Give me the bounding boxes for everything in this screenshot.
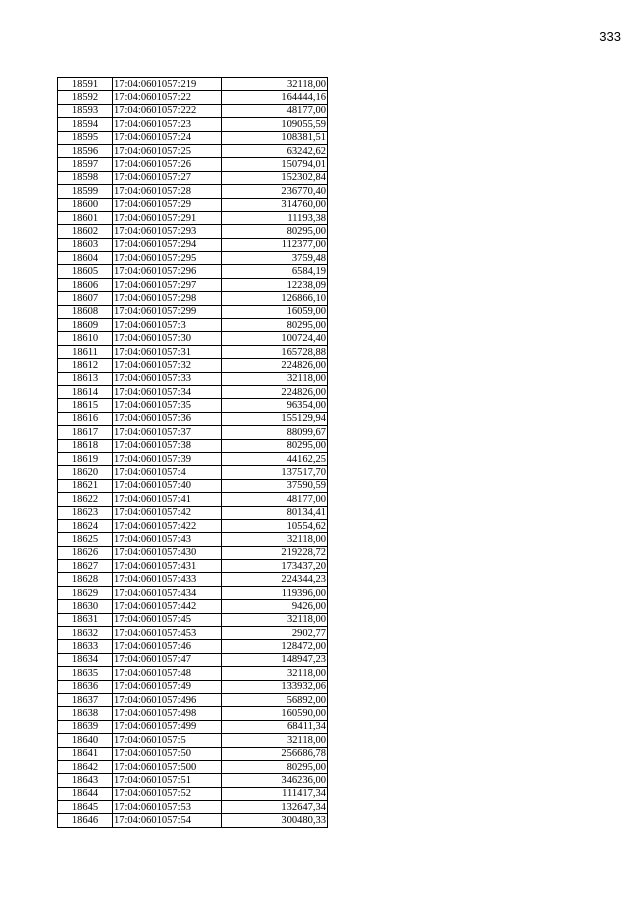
value-cell: 56892,00 bbox=[222, 693, 328, 706]
table-row bbox=[58, 586, 328, 599]
cadastral-number-cell: 17:04:0601057:46 bbox=[113, 640, 222, 653]
value-cell: 37590,59 bbox=[222, 479, 328, 492]
value-cell: 150794,01 bbox=[222, 158, 328, 171]
cadastral-number-cell: 17:04:0601057:433 bbox=[113, 573, 222, 586]
cadastral-value-table bbox=[57, 77, 328, 828]
cadastral-number-cell: 17:04:0601057:3 bbox=[113, 319, 222, 332]
value-cell: 10554,62 bbox=[222, 519, 328, 532]
cadastral-number-cell: 17:04:0601057:500 bbox=[113, 760, 222, 773]
value-cell: 48177,00 bbox=[222, 104, 328, 117]
table-row bbox=[58, 680, 328, 693]
value-cell: 137517,70 bbox=[222, 466, 328, 479]
value-cell: 236770,40 bbox=[222, 185, 328, 198]
row-number-cell: 18633 bbox=[58, 640, 113, 653]
cadastral-number-cell: 17:04:0601057:47 bbox=[113, 653, 222, 666]
value-cell: 109055,59 bbox=[222, 118, 328, 131]
table-row bbox=[58, 734, 328, 747]
table-row bbox=[58, 466, 328, 479]
table-row bbox=[58, 158, 328, 171]
row-number-cell: 18594 bbox=[58, 118, 113, 131]
cadastral-number-cell: 17:04:0601057:29 bbox=[113, 198, 222, 211]
cadastral-number-cell: 17:04:0601057:453 bbox=[113, 627, 222, 640]
table-row bbox=[58, 640, 328, 653]
cadastral-number-cell: 17:04:0601057:50 bbox=[113, 747, 222, 760]
row-number-cell: 18592 bbox=[58, 91, 113, 104]
cadastral-number-cell: 17:04:0601057:26 bbox=[113, 158, 222, 171]
cadastral-number-cell: 17:04:0601057:38 bbox=[113, 439, 222, 452]
cadastral-number-cell: 17:04:0601057:25 bbox=[113, 144, 222, 157]
row-number-cell: 18619 bbox=[58, 452, 113, 465]
cadastral-number-cell: 17:04:0601057:4 bbox=[113, 466, 222, 479]
table-row bbox=[58, 747, 328, 760]
cadastral-number-cell: 17:04:0601057:40 bbox=[113, 479, 222, 492]
table-row bbox=[58, 814, 328, 827]
cadastral-number-cell: 17:04:0601057:499 bbox=[113, 720, 222, 733]
table-row bbox=[58, 372, 328, 385]
row-number-cell: 18631 bbox=[58, 613, 113, 626]
table-row bbox=[58, 185, 328, 198]
cadastral-number-cell: 17:04:0601057:299 bbox=[113, 305, 222, 318]
cadastral-number-cell: 17:04:0601057:39 bbox=[113, 452, 222, 465]
table-row bbox=[58, 546, 328, 559]
value-cell: 6584,19 bbox=[222, 265, 328, 278]
table-row bbox=[58, 385, 328, 398]
value-cell: 100724,40 bbox=[222, 332, 328, 345]
row-number-cell: 18628 bbox=[58, 573, 113, 586]
row-number-cell: 18598 bbox=[58, 171, 113, 184]
cadastral-number-cell: 17:04:0601057:219 bbox=[113, 78, 222, 91]
cadastral-number-cell: 17:04:0601057:293 bbox=[113, 225, 222, 238]
row-number-cell: 18625 bbox=[58, 533, 113, 546]
table-row bbox=[58, 332, 328, 345]
table-row bbox=[58, 787, 328, 800]
table-row bbox=[58, 198, 328, 211]
table-row bbox=[58, 118, 328, 131]
row-number-cell: 18634 bbox=[58, 653, 113, 666]
row-number-cell: 18593 bbox=[58, 104, 113, 117]
cadastral-number-cell: 17:04:0601057:35 bbox=[113, 399, 222, 412]
table-row bbox=[58, 305, 328, 318]
value-cell: 256686,78 bbox=[222, 747, 328, 760]
value-cell: 119396,00 bbox=[222, 586, 328, 599]
value-cell: 68411,34 bbox=[222, 720, 328, 733]
cadastral-number-cell: 17:04:0601057:54 bbox=[113, 814, 222, 827]
row-number-cell: 18617 bbox=[58, 426, 113, 439]
value-cell: 314760,00 bbox=[222, 198, 328, 211]
table-row bbox=[58, 278, 328, 291]
cadastral-number-cell: 17:04:0601057:27 bbox=[113, 171, 222, 184]
cadastral-number-cell: 17:04:0601057:48 bbox=[113, 667, 222, 680]
table-row bbox=[58, 412, 328, 425]
cadastral-number-cell: 17:04:0601057:43 bbox=[113, 533, 222, 546]
table-row bbox=[58, 801, 328, 814]
value-cell: 128472,00 bbox=[222, 640, 328, 653]
row-number-cell: 18616 bbox=[58, 412, 113, 425]
table-row bbox=[58, 131, 328, 144]
table-row bbox=[58, 104, 328, 117]
row-number-cell: 18641 bbox=[58, 747, 113, 760]
value-cell: 80295,00 bbox=[222, 319, 328, 332]
value-cell: 96354,00 bbox=[222, 399, 328, 412]
value-cell: 88099,67 bbox=[222, 426, 328, 439]
cadastral-number-cell: 17:04:0601057:42 bbox=[113, 506, 222, 519]
table-row bbox=[58, 292, 328, 305]
row-number-cell: 18630 bbox=[58, 600, 113, 613]
value-cell: 2902,77 bbox=[222, 627, 328, 640]
row-number-cell: 18636 bbox=[58, 680, 113, 693]
value-cell: 111417,34 bbox=[222, 787, 328, 800]
row-number-cell: 18600 bbox=[58, 198, 113, 211]
value-cell: 148947,23 bbox=[222, 653, 328, 666]
row-number-cell: 18623 bbox=[58, 506, 113, 519]
cadastral-number-cell: 17:04:0601057:51 bbox=[113, 774, 222, 787]
table-row bbox=[58, 479, 328, 492]
row-number-cell: 18620 bbox=[58, 466, 113, 479]
row-number-cell: 18627 bbox=[58, 560, 113, 573]
cadastral-number-cell: 17:04:0601057:430 bbox=[113, 546, 222, 559]
value-cell: 80134,41 bbox=[222, 506, 328, 519]
row-number-cell: 18635 bbox=[58, 667, 113, 680]
row-number-cell: 18612 bbox=[58, 359, 113, 372]
cadastral-number-cell: 17:04:0601057:498 bbox=[113, 707, 222, 720]
table-row bbox=[58, 252, 328, 265]
row-number-cell: 18624 bbox=[58, 519, 113, 532]
table-row bbox=[58, 653, 328, 666]
value-cell: 32118,00 bbox=[222, 78, 328, 91]
value-cell: 80295,00 bbox=[222, 225, 328, 238]
row-number-cell: 18622 bbox=[58, 493, 113, 506]
row-number-cell: 18646 bbox=[58, 814, 113, 827]
cadastral-number-cell: 17:04:0601057:22 bbox=[113, 91, 222, 104]
cadastral-number-cell: 17:04:0601057:31 bbox=[113, 345, 222, 358]
table-row bbox=[58, 560, 328, 573]
value-cell: 164444,16 bbox=[222, 91, 328, 104]
row-number-cell: 18609 bbox=[58, 319, 113, 332]
value-cell: 48177,00 bbox=[222, 493, 328, 506]
cadastral-number-cell: 17:04:0601057:298 bbox=[113, 292, 222, 305]
cadastral-number-cell: 17:04:0601057:442 bbox=[113, 600, 222, 613]
value-cell: 224826,00 bbox=[222, 359, 328, 372]
cadastral-number-cell: 17:04:0601057:291 bbox=[113, 211, 222, 224]
cadastral-number-cell: 17:04:0601057:49 bbox=[113, 680, 222, 693]
cadastral-number-cell: 17:04:0601057:45 bbox=[113, 613, 222, 626]
row-number-cell: 18639 bbox=[58, 720, 113, 733]
table-row bbox=[58, 439, 328, 452]
cadastral-number-cell: 17:04:0601057:5 bbox=[113, 734, 222, 747]
value-cell: 12238,09 bbox=[222, 278, 328, 291]
value-cell: 126866,10 bbox=[222, 292, 328, 305]
value-cell: 224344,23 bbox=[222, 573, 328, 586]
table-row bbox=[58, 693, 328, 706]
row-number-cell: 18637 bbox=[58, 693, 113, 706]
table-row bbox=[58, 519, 328, 532]
cadastral-number-cell: 17:04:0601057:431 bbox=[113, 560, 222, 573]
cadastral-number-cell: 17:04:0601057:295 bbox=[113, 252, 222, 265]
value-cell: 80295,00 bbox=[222, 760, 328, 773]
cadastral-number-cell: 17:04:0601057:422 bbox=[113, 519, 222, 532]
value-cell: 16059,00 bbox=[222, 305, 328, 318]
value-cell: 32118,00 bbox=[222, 613, 328, 626]
table-row bbox=[58, 506, 328, 519]
row-number-cell: 18614 bbox=[58, 385, 113, 398]
cadastral-number-cell: 17:04:0601057:36 bbox=[113, 412, 222, 425]
cadastral-number-cell: 17:04:0601057:34 bbox=[113, 385, 222, 398]
table-row bbox=[58, 426, 328, 439]
table-row bbox=[58, 667, 328, 680]
table-row bbox=[58, 707, 328, 720]
table-row bbox=[58, 319, 328, 332]
table-row bbox=[58, 720, 328, 733]
cadastral-number-cell: 17:04:0601057:496 bbox=[113, 693, 222, 706]
table-row bbox=[58, 91, 328, 104]
row-number-cell: 18595 bbox=[58, 131, 113, 144]
value-cell: 132647,34 bbox=[222, 801, 328, 814]
row-number-cell: 18621 bbox=[58, 479, 113, 492]
value-cell: 11193,38 bbox=[222, 211, 328, 224]
cadastral-number-cell: 17:04:0601057:297 bbox=[113, 278, 222, 291]
row-number-cell: 18591 bbox=[58, 78, 113, 91]
row-number-cell: 18611 bbox=[58, 345, 113, 358]
row-number-cell: 18613 bbox=[58, 372, 113, 385]
table-row bbox=[58, 78, 328, 91]
value-cell: 155129,94 bbox=[222, 412, 328, 425]
value-cell: 219228,72 bbox=[222, 546, 328, 559]
cadastral-number-cell: 17:04:0601057:41 bbox=[113, 493, 222, 506]
table-row bbox=[58, 493, 328, 506]
table-row bbox=[58, 171, 328, 184]
value-cell: 346236,00 bbox=[222, 774, 328, 787]
table-row bbox=[58, 211, 328, 224]
row-number-cell: 18615 bbox=[58, 399, 113, 412]
value-cell: 152302,84 bbox=[222, 171, 328, 184]
cadastral-number-cell: 17:04:0601057:33 bbox=[113, 372, 222, 385]
row-number-cell: 18606 bbox=[58, 278, 113, 291]
cadastral-number-cell: 17:04:0601057:53 bbox=[113, 801, 222, 814]
table-row bbox=[58, 533, 328, 546]
table-row bbox=[58, 760, 328, 773]
table-body bbox=[58, 78, 328, 828]
row-number-cell: 18640 bbox=[58, 734, 113, 747]
table-row bbox=[58, 225, 328, 238]
value-cell: 3759,48 bbox=[222, 252, 328, 265]
cadastral-number-cell: 17:04:0601057:23 bbox=[113, 118, 222, 131]
value-cell: 32118,00 bbox=[222, 533, 328, 546]
table-row bbox=[58, 265, 328, 278]
value-cell: 32118,00 bbox=[222, 734, 328, 747]
value-cell: 160590,00 bbox=[222, 707, 328, 720]
cadastral-number-cell: 17:04:0601057:28 bbox=[113, 185, 222, 198]
cadastral-number-cell: 17:04:0601057:434 bbox=[113, 586, 222, 599]
row-number-cell: 18626 bbox=[58, 546, 113, 559]
row-number-cell: 18596 bbox=[58, 144, 113, 157]
table-row bbox=[58, 399, 328, 412]
value-cell: 224826,00 bbox=[222, 385, 328, 398]
cadastral-number-cell: 17:04:0601057:24 bbox=[113, 131, 222, 144]
table-row bbox=[58, 359, 328, 372]
value-cell: 173437,20 bbox=[222, 560, 328, 573]
table-row bbox=[58, 774, 328, 787]
value-cell: 63242,62 bbox=[222, 144, 328, 157]
page-number: 333 bbox=[599, 29, 621, 44]
value-cell: 9426,00 bbox=[222, 600, 328, 613]
row-number-cell: 18603 bbox=[58, 238, 113, 251]
value-cell: 32118,00 bbox=[222, 372, 328, 385]
cadastral-number-cell: 17:04:0601057:30 bbox=[113, 332, 222, 345]
value-cell: 112377,00 bbox=[222, 238, 328, 251]
row-number-cell: 18632 bbox=[58, 627, 113, 640]
value-cell: 44162,25 bbox=[222, 452, 328, 465]
cadastral-number-cell: 17:04:0601057:296 bbox=[113, 265, 222, 278]
row-number-cell: 18601 bbox=[58, 211, 113, 224]
row-number-cell: 18605 bbox=[58, 265, 113, 278]
cadastral-number-cell: 17:04:0601057:222 bbox=[113, 104, 222, 117]
value-cell: 165728,88 bbox=[222, 345, 328, 358]
row-number-cell: 18638 bbox=[58, 707, 113, 720]
table-row bbox=[58, 144, 328, 157]
table-row bbox=[58, 627, 328, 640]
value-cell: 80295,00 bbox=[222, 439, 328, 452]
row-number-cell: 18644 bbox=[58, 787, 113, 800]
row-number-cell: 18608 bbox=[58, 305, 113, 318]
cadastral-number-cell: 17:04:0601057:37 bbox=[113, 426, 222, 439]
row-number-cell: 18597 bbox=[58, 158, 113, 171]
table-row bbox=[58, 345, 328, 358]
table-row bbox=[58, 600, 328, 613]
table-row bbox=[58, 613, 328, 626]
row-number-cell: 18607 bbox=[58, 292, 113, 305]
row-number-cell: 18599 bbox=[58, 185, 113, 198]
value-cell: 32118,00 bbox=[222, 667, 328, 680]
value-cell: 133932,06 bbox=[222, 680, 328, 693]
row-number-cell: 18642 bbox=[58, 760, 113, 773]
cadastral-number-cell: 17:04:0601057:52 bbox=[113, 787, 222, 800]
row-number-cell: 18645 bbox=[58, 801, 113, 814]
value-cell: 300480,33 bbox=[222, 814, 328, 827]
value-cell: 108381,51 bbox=[222, 131, 328, 144]
row-number-cell: 18602 bbox=[58, 225, 113, 238]
row-number-cell: 18618 bbox=[58, 439, 113, 452]
cadastral-number-cell: 17:04:0601057:294 bbox=[113, 238, 222, 251]
cadastral-number-cell: 17:04:0601057:32 bbox=[113, 359, 222, 372]
row-number-cell: 18629 bbox=[58, 586, 113, 599]
table-row bbox=[58, 238, 328, 251]
row-number-cell: 18604 bbox=[58, 252, 113, 265]
table-row bbox=[58, 573, 328, 586]
row-number-cell: 18610 bbox=[58, 332, 113, 345]
row-number-cell: 18643 bbox=[58, 774, 113, 787]
table-row bbox=[58, 452, 328, 465]
